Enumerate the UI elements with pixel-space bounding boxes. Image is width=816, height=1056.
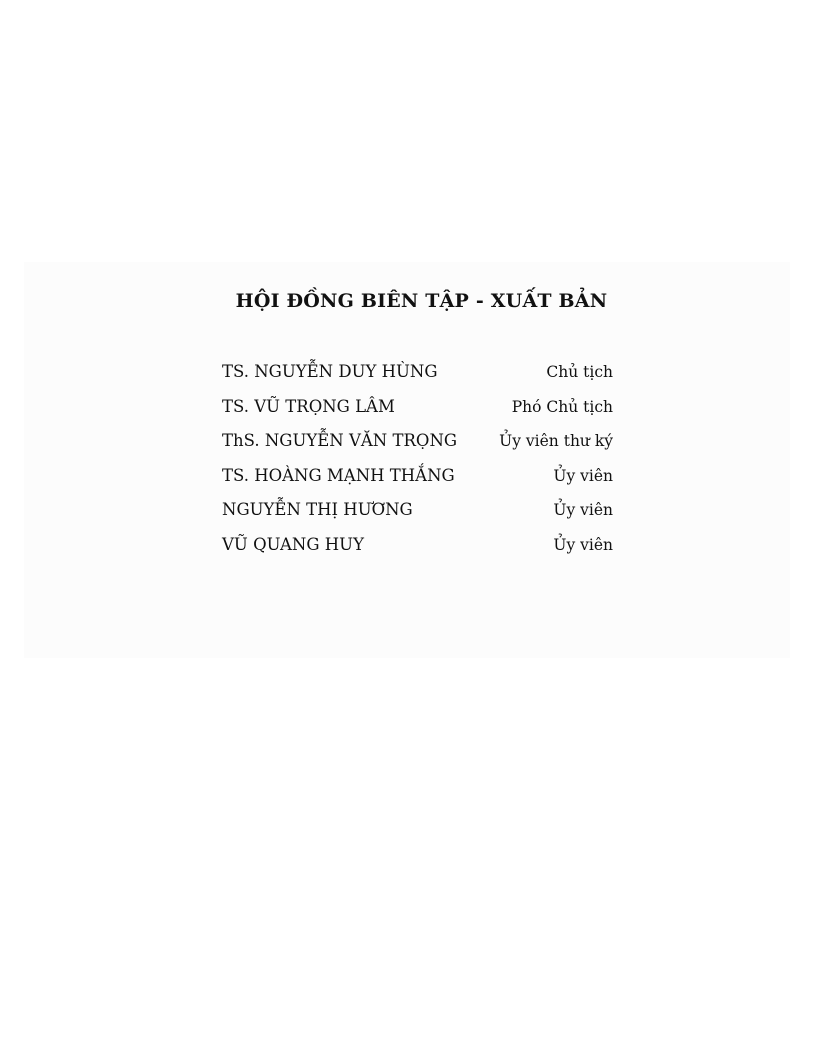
member-list	[222, 362, 613, 570]
member-name: ThS. NGUYỄN VĂN TRỌNG	[222, 431, 458, 451]
member-row	[222, 466, 613, 501]
member-name: TS. HOÀNG MẠNH THẮNG	[222, 465, 455, 485]
member-name: NGUYỄN THỊ HƯƠNG	[222, 500, 413, 520]
member-row	[222, 362, 613, 397]
member-row	[222, 535, 613, 570]
member-name: VŨ QUANG HUY	[222, 534, 364, 554]
member-role: Ủy viên	[553, 501, 613, 520]
member-role: Ủy viên thư ký	[499, 432, 613, 451]
member-role: Ủy viên	[553, 466, 613, 485]
member-name: TS. NGUYỄN DUY HÙNG	[222, 362, 438, 381]
member-row	[222, 500, 613, 535]
member-row	[222, 397, 613, 432]
page-title: HỘI ĐỒNG BIÊN TẬP - XUẤT BẢN	[235, 290, 608, 312]
member-name: TS. VŨ TRỌNG LÂM	[222, 396, 395, 416]
member-row	[222, 431, 613, 466]
member-role: Phó Chủ tịch	[511, 397, 613, 416]
member-role: Chủ tịch	[546, 363, 613, 381]
member-role: Ủy viên	[553, 535, 613, 554]
